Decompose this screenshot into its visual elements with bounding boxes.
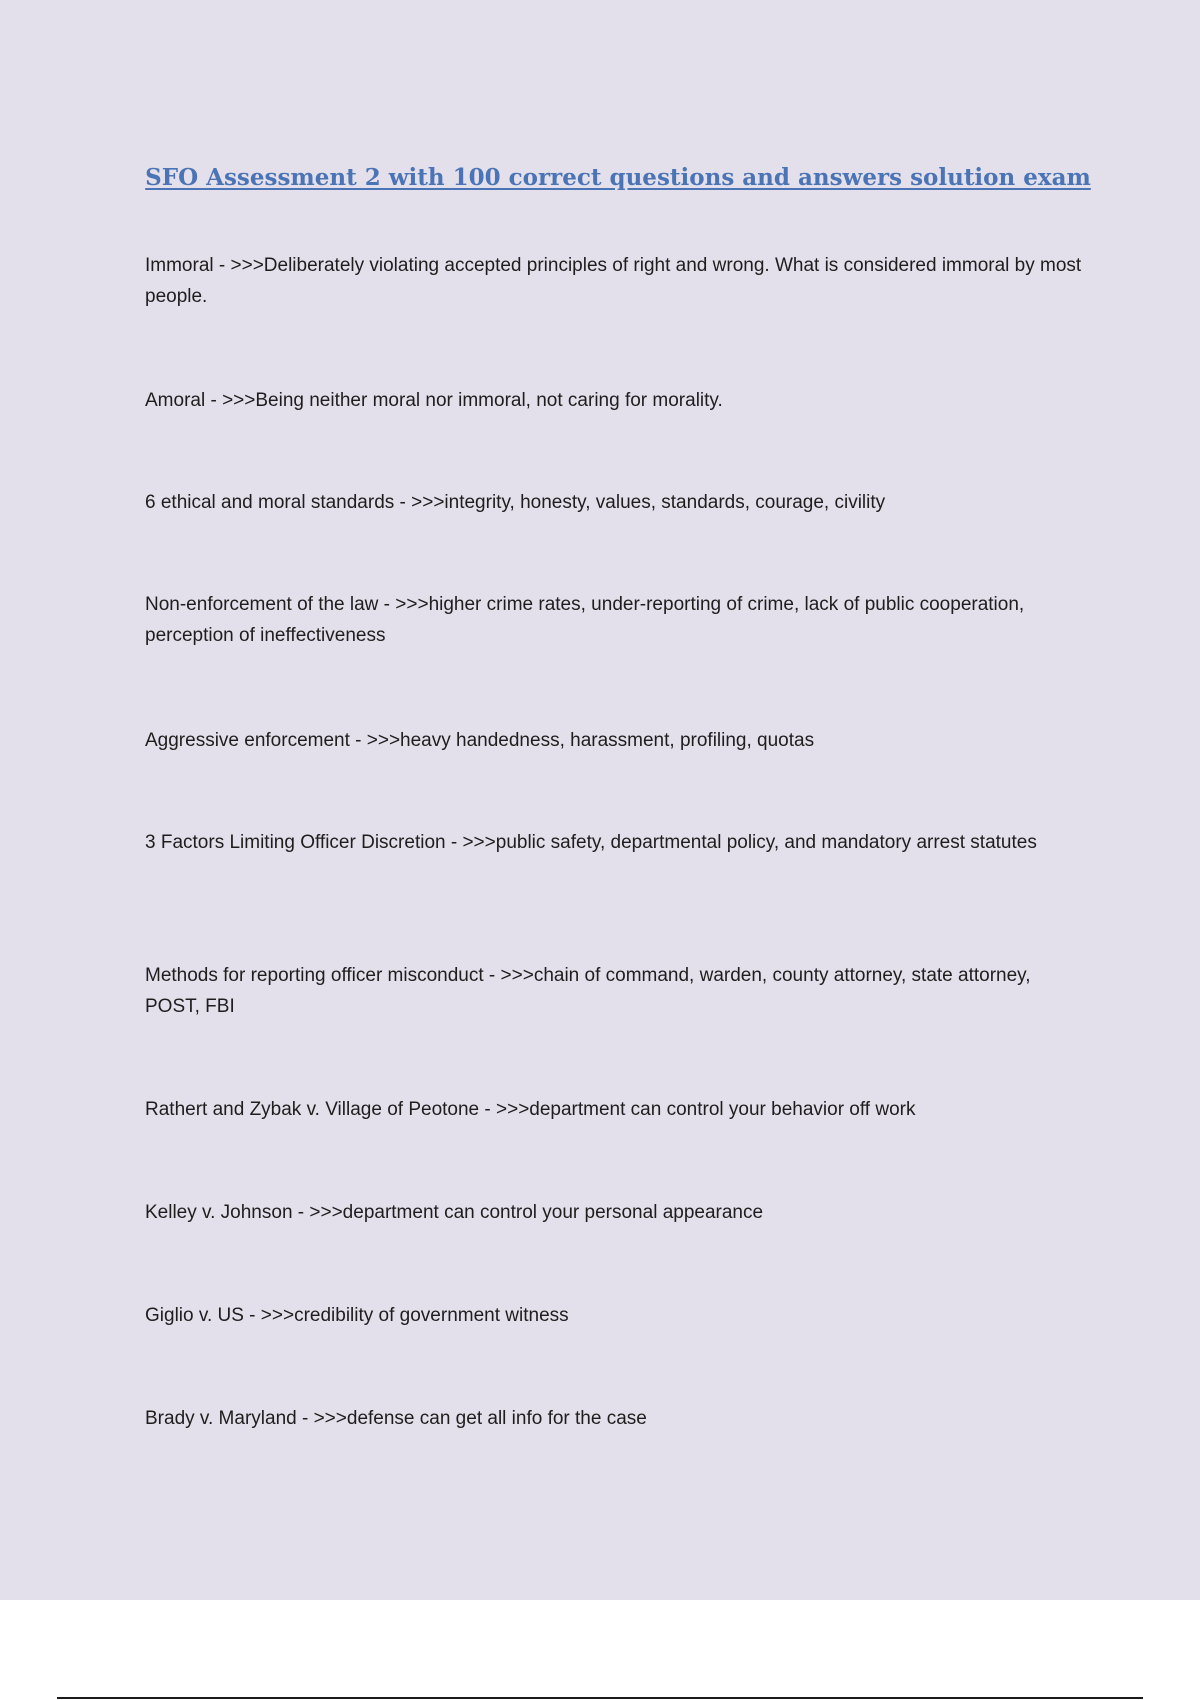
entry-reporting-misconduct: Methods for reporting officer misconduct - >>>chain of command, warden, county attorney, state attorney, POST, FBI xyxy=(145,965,1031,1017)
entry-ethical-standards: 6 ethical and moral standards - >>>integrity, honesty, values, standards, courage, civility xyxy=(145,492,886,513)
footer-divider xyxy=(57,1697,1143,1699)
entry-kelley-johnson: Kelley v. Johnson - >>>department can control your personal appearance xyxy=(145,1202,764,1223)
document-title: SFO Assessment 2 with 100 correct questions and answers solution exam xyxy=(145,164,1091,191)
entry-giglio: Giglio v. US - >>>credibility of government witness xyxy=(145,1305,569,1326)
entry-immoral: Immoral - >>>Deliberately violating accepted principles of right and wrong. What is considered immoral by most people. xyxy=(145,255,1082,307)
entry-non-enforcement: Non-enforcement of the law - >>>higher crime rates, under-reporting of crime, lack of public cooperation, perception of ineffectiveness xyxy=(145,594,1025,646)
entry-officer-discretion: 3 Factors Limiting Officer Discretion - >>>public safety, departmental policy, and mandatory arrest statutes xyxy=(145,832,1037,853)
entry-aggressive-enforcement: Aggressive enforcement - >>>heavy handedness, harassment, profiling, quotas xyxy=(145,730,815,751)
entry-rathert-zybak: Rathert and Zybak v. Village of Peotone - >>>department can control your behavior off work xyxy=(145,1099,916,1120)
entry-brady: Brady v. Maryland - >>>defense can get all info for the case xyxy=(145,1408,647,1429)
entry-amoral: Amoral - >>>Being neither moral nor immoral, not caring for morality. xyxy=(145,390,723,411)
